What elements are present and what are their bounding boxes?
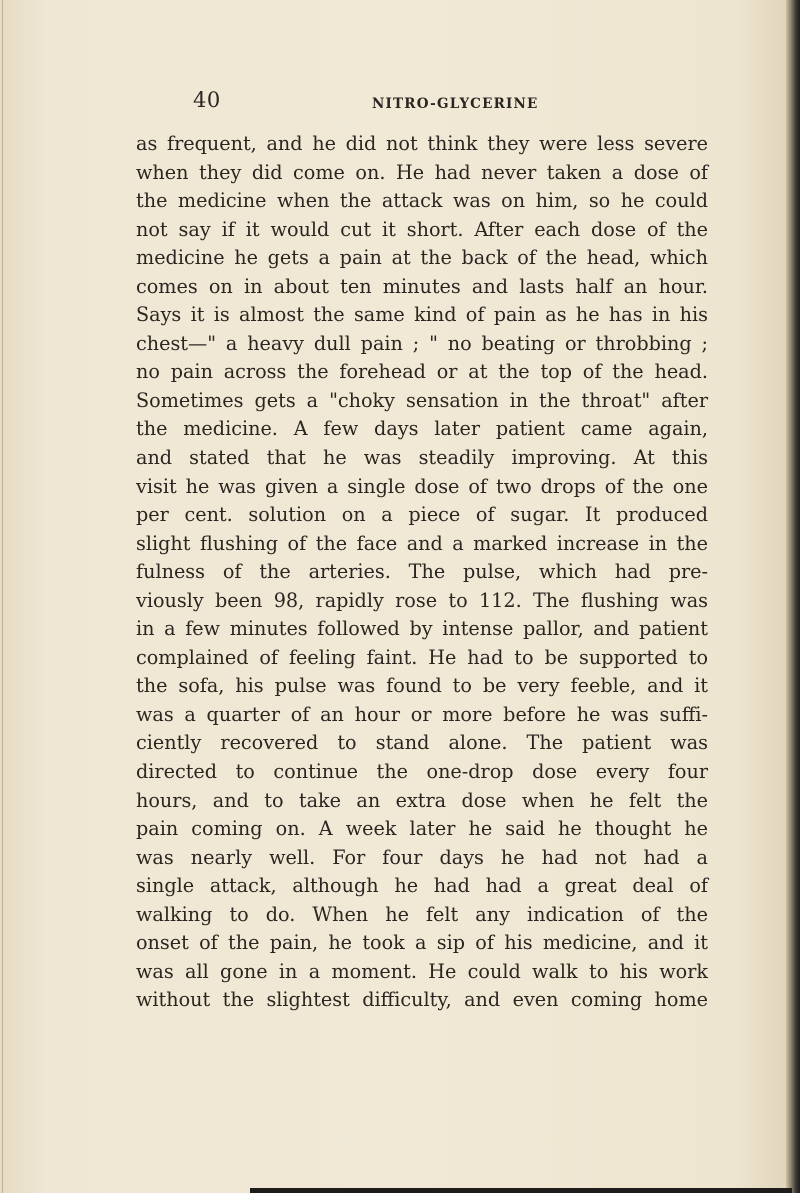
text-line: when they did come on. He had never taken a dose of [136, 160, 708, 184]
text-line: complained of feeling faint. He had to be supported to [136, 645, 708, 669]
text-line: and stated that he was steadily improving. At this [136, 446, 708, 470]
text-line: the medicine when the attack was on him, so he could [136, 189, 708, 213]
text-line: comes on in about ten minutes and lasts half an hour. [136, 274, 708, 298]
text-line: in a few minutes followed by intense pallor, and patient [136, 617, 708, 641]
text-line: per cent. solution on a piece of sugar. It produced [136, 503, 708, 527]
text-line: not say if it would cut it short. After each dose of the [136, 217, 708, 241]
text-line: Sometimes gets a "choky sensation in the throat" after [136, 388, 708, 412]
text-line: walking to do. When he felt any indication of the [136, 902, 708, 926]
text-line: single attack, although he had had a great deal of [136, 874, 708, 898]
text-line: onset of the pain, he took a sip of his medicine, and it [136, 931, 708, 955]
text-line: ciently recovered to stand alone. The patient was [136, 731, 708, 755]
page-left-edge [2, 0, 3, 1193]
text-line: was a quarter of an hour or more before he was suffi- [136, 702, 708, 726]
text-line: was all gone in a moment. He could walk to his work [136, 959, 708, 983]
text-line: the sofa, his pulse was found to be very feeble, and it [136, 674, 708, 698]
text-line: the medicine. A few days later patient came again, [136, 417, 708, 441]
text-line: as frequent, and he did not think they were less severe [136, 132, 708, 155]
running-head: NITRO-GLYCERINE [372, 96, 539, 112]
text-line: visit he was given a single dose of two drops of the one [136, 474, 708, 498]
text-line: slight flushing of the face and a marked increase in the [136, 531, 708, 555]
text-line: without the slightest difficulty, and even coming home [136, 988, 708, 1012]
page-binding-edge [786, 0, 800, 1193]
page-bottom-shadow [250, 1188, 792, 1193]
text-line: viously been 98, rapidly rose to 112. The flushing was [136, 588, 708, 612]
page-number: 40 [193, 88, 221, 112]
body-text [136, 130, 708, 1015]
text-line: hours, and to take an extra dose when he felt the [136, 788, 708, 812]
text-line: chest—" a heavy dull pain ; " no beating or throbbing ; [136, 331, 708, 355]
text-line: fulness of the arteries. The pulse, which had pre- [136, 560, 708, 584]
text-line: directed to continue the one-drop dose every four [136, 760, 708, 784]
text-line: no pain across the forehead or at the top of the head. [136, 360, 708, 384]
text-line: was nearly well. For four days he had not had a [136, 845, 708, 869]
text-line: Says it is almost the same kind of pain as he has in his [136, 303, 708, 327]
text-line: pain coming on. A week later he said he thought he [136, 817, 708, 841]
text-line: medicine he gets a pain at the back of the head, which [136, 246, 708, 270]
